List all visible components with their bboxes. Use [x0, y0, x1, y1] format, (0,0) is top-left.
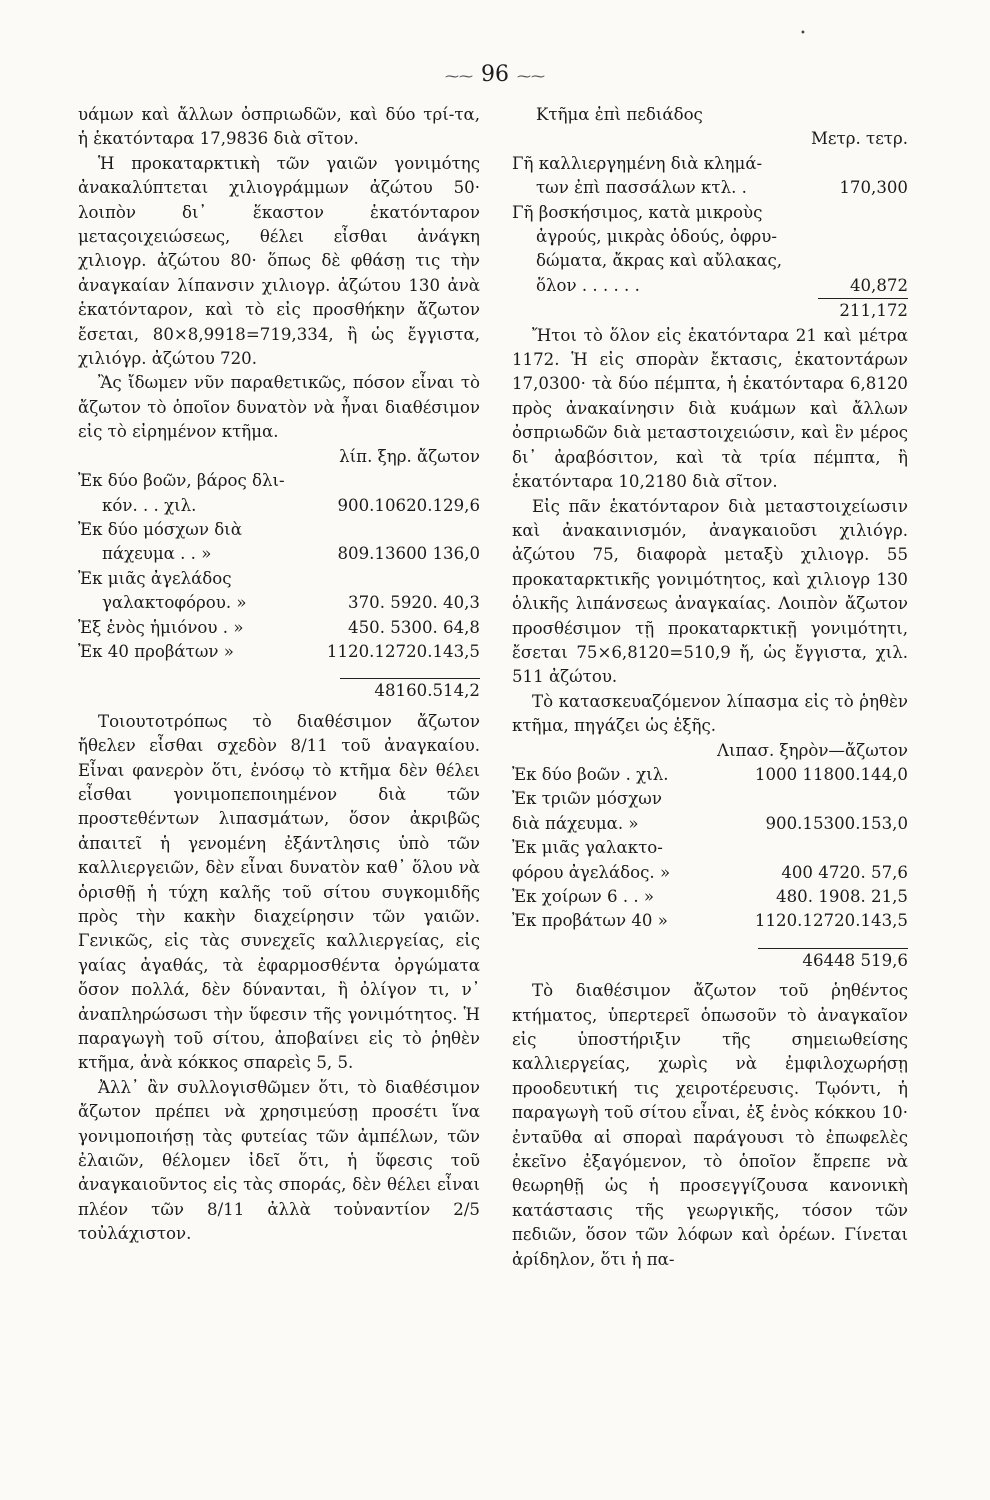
right-paragraph-1: Ἤτοι τὸ ὅλον εἰς ἑκατόνταρα 21 καὶ μέτρα 1172. Ἡ εἰς σπορὰν ἔκτασις, ἑκατοντάρων 17,0300· τὰ δύο πέμπτα, ἡ ἑκατόνταρα 6,8120 πρὸς ἀνακαίνησιν διὰ κυάμων καὶ ἄλλων ὀσπριωδῶν διὰ μεταστοιχειώσιν, καὶ ἓν μέρος δι᾽ ἀραβόσιτον, καὶ τὰ τρία πέμπτα, ἢ ἑκατόνταρα 10,2180 διὰ σῖτον.	[512, 325, 908, 492]
speck: •	[800, 28, 806, 39]
row-value: 450. 5300. 64,8	[348, 617, 480, 637]
row-value: 1000 11800.144,0	[754, 764, 908, 784]
row-label: Ἐκ 40 προβάτων »	[78, 641, 234, 661]
row-value: 1120.12720.143,5	[754, 911, 908, 931]
ornament-right-icon: ⁓⁓	[517, 69, 545, 85]
left-paragraph-4: Τοιουτοτρόπως τὸ διαθέσιμον ἄζωτον ἤθελεν εἶσθαι σχεδὸν 8/11 τοῦ ἀναγκαίου. Εἶναι φανερὸν ὅτι, ἐνόσῳ τὸ κτῆμα δὲν θέλει εἶσθαι γονιμοπεποιημένον διὰ τῶν προστεθέντων λιπασμάτων, ὅσον ἀκριβῶς ἀπαιτεῖ ἡ γενομένη ἐξάντλησις ὑπὸ τῶν καλλιεργειῶν, δὲν εἶναι δυνατὸν καθ᾽ ὅλου νὰ ὁρισθῇ ἡ τύχη καλῆς τοῦ σίτου συγκομιδῆς πρὸς τὴν κακὴν διαχείρησιν τῶν γαιῶν. Γενικῶς, εἰς τὰς συνεχεῖς καλλιεργείας, εἰς γαίας ἀγαθάς, τὰ ἐφαρμοσθέντα ὀργώματα ὅσον πολλά, δὲν δύνανται, ἢ ὀλίγον τι, ν᾽ ἀναπληρώσωσι τὴν ὕφεσιν τῆς γονιμότητος. Ἡ παραγωγὴ τοῦ σίτου, ἀποβαίνει εἰς τὸ ῥηθὲν κτῆμα, ἀνὰ κόκκος σπαρεὶς 5, 5.	[78, 711, 480, 1073]
row-label: Ἐκ δύο βοῶν . χιλ.	[512, 764, 669, 784]
land-total: 211,172	[818, 298, 908, 323]
table-row	[78, 567, 480, 616]
land-label-3: δώματα, ἄκρας καὶ αὔλακας,	[536, 251, 783, 271]
row-label: Ἐκ δύο βοῶν, βάρος δλι-	[78, 471, 285, 491]
page-header	[0, 62, 990, 87]
table-row	[78, 616, 480, 640]
left-paragraph-1: υάμων καὶ ἄλλων ὀσπριωδῶν, καὶ δύο τρί-τα, ἡ ἑκατόνταρα 17,9836 διὰ σῖτον.	[78, 105, 480, 149]
right-table	[512, 763, 908, 973]
row-label-2: κόν. . . χιλ.	[102, 495, 197, 515]
row-label: Ἐκ μιᾶς ἀγελάδος	[78, 568, 232, 588]
row-label-2: πάχευμα . . »	[102, 544, 212, 564]
table-row	[512, 763, 908, 787]
row-label: Ἐκ δύο μόσχων διὰ	[78, 519, 242, 539]
row-label: Ἐκ χοίρων 6 . . »	[512, 887, 655, 906]
left-table	[78, 469, 480, 704]
row-label: Ἐκ τριῶν μόσχων	[512, 789, 662, 809]
land-value: 40,872	[849, 275, 908, 295]
land-label-2: ἀγρούς, μικρὰς ὁδούς, ὀφρυ-	[536, 227, 777, 247]
left-table-header: λίπ. ξηρ. ἄζωτον	[339, 446, 480, 466]
row-value: 400 4720. 57,6	[781, 862, 908, 882]
right-paragraph-3: Τὸ κατασκευαζόμενον λίπασμα εἰς τὸ ῥηθὲν κτῆμα, πηγάζει ὡς ἑξῆς.	[512, 691, 908, 736]
table-row	[78, 640, 480, 664]
row-value: 900.15300.153,0	[765, 813, 908, 833]
row-value: 900.10620.129,6	[337, 495, 480, 515]
land-label: Γῆ βοσκήσιμος, κατὰ μικροὺς	[512, 202, 763, 222]
left-paragraph-2: Ἡ προκαταρκτικὴ τῶν γαιῶν γονιμότης ἀνακαλύπτεται χιλιογράμμων ἀζώτου 50· λοιπὸν δι᾽ ἕκαστον ἑκατόνταρον μεταςοιχειώσεως, θέλει εἶσθαι ἀνάγκη χιλιογρ. ἀζώτου 80· ὅπως δὲ φθάσῃ τις τὴν ἀναγκαίαν λίπανσιν χιλιογρ. ἀζώτου 130 ἀνὰ ἑκατόνταρον, καὶ τὸ εἰς προσθήκην ἄζωτον ἔσεται, 80×8,9918=719,334, ἢ ὡς ἔγγιστα, χιλιόγρ. ἀζώτου 720.	[78, 153, 480, 369]
land-label: Γῆ καλλιεργημένη διὰ κλημά-	[512, 153, 763, 173]
table-total: 48160.514,2	[340, 678, 480, 703]
land-value: 170,300	[839, 178, 908, 198]
right-paragraph-4: Τὸ διαθέσιμον ἄζωτον τοῦ ῥηθέντος κτήματος, ὑπερτερεῖ ὁπωσοῦν τὸ ἀναγκαῖον εἰς ὑποστήριξιν τῆς σημειωθείσης καλλιεργείας, χωρὶς νὰ ἐμφιλοχωρήσῃ προοδευτική τις χειροτέρευσις. Τῳόντι, ἡ παραγωγὴ τοῦ σίτου εἶναι, ἐξ ἑνὸς κόκκου 10· ἐνταῦθα αἱ σποραὶ παράγουσι τὸ ἐπωφελὲς ἐκεῖνο ἐξαγόμενον, τὸ ὁποῖον ἔπρεπε νὰ θεωρηθῇ ὡς ἡ προσεγγίζουσα κανονικὴ κατάστασις τῆς γεωργικῆς, τόσον τῶν πεδιῶν, ὅσον τῶν λόφων καὶ ὀρέων. Γίνεται ἀρίδηλον, ὅτι ἡ πα-	[512, 981, 908, 1269]
table-row	[78, 518, 480, 567]
row-label: Ἐξ ἑνὸς ἡμιόνου . »	[78, 617, 244, 637]
left-column	[78, 103, 480, 1247]
table-row	[512, 885, 908, 909]
table-row	[512, 909, 908, 933]
row-value: 480. 1908. 21,5	[776, 887, 908, 906]
row-value: 1120.12720.143,5	[326, 641, 480, 661]
row-value: 370. 5920. 40,3	[348, 593, 480, 613]
table-total: 46448 519,6	[758, 948, 908, 973]
row-label: Ἐκ προβάτων 40 »	[512, 911, 668, 931]
estate-title: Κτῆμα ἐπὶ πεδιάδος	[536, 105, 703, 124]
row-value: 809.13600 136,0	[337, 544, 480, 564]
page-number: 96	[481, 62, 509, 87]
left-paragraph-3: Ἂς ἴδωμεν νῦν παραθετικῶς, πόσον εἶναι τὸ ἄζωτον τὸ ὁποῖον δυνατὸν νὰ ἦναι διαθέσιμον εἰς τὸ εἰρημένον κτῆμα.	[78, 373, 480, 442]
row-label: Ἐκ μιᾶς γαλακτο-	[512, 838, 663, 858]
right-column	[512, 103, 908, 1272]
ornament-left-icon: ⁓⁓	[445, 69, 473, 85]
land-label-2: των ἐπὶ πασσάλων κτλ. .	[536, 178, 747, 198]
row-label-2: διὰ πάχευμα. »	[512, 813, 639, 833]
table-row	[78, 469, 480, 518]
row-label-2: γαλακτοφόρου. »	[102, 593, 247, 613]
table-row	[512, 836, 908, 885]
left-paragraph-5: Ἀλλ᾽ ἂν συλλογισθῶμεν ὅτι, τὸ διαθέσιμον ἄζωτον πρέπει νὰ χρησιμεύσῃ προσέτι ἵνα γονιμοποιήσῃ τὰς φυτείας τῶν ἀμπέλων, τῶν ἐλαιῶν, θέλομεν ἰδεῖ ὅτι, ἡ ὕφεσις τοῦ ἀναγκαιοῦντος εἰς τὰς σποράς, δὲν θέλει εἶναι πλέον τῶν 8/11 ἀλλὰ τοὐναντίον 2/5 τοὐλάχιστον.	[78, 1077, 480, 1244]
table-row	[512, 787, 908, 836]
right-table-header: Λιπασ. ξηρὸν—ἄζωτον	[717, 740, 908, 760]
right-paragraph-2: Εἰς πᾶν ἑκατόνταρον διὰ μεταστοιχείωσιν καὶ ἀνακαινισμόν, ἀναγκαιοῦσι χιλιόγρ. ἀζώτου 75, διαφορὰ μεταξὺ χιλιογρ. 55 προκαταρκτικῆς γονιμότητος, καὶ χιλιογρ 130 ὁλικῆς λιπάνσεως ἀναγκαίας. Λοιπὸν ἄζωτον προσθέσιμον τῇ προκαταρκτικῇ γονιμότητι, ἔσεται 75×6,8120=510,9 ἤ, ὡς ἔγγιστα, χιλ. 511 ἀζώτου.	[512, 496, 908, 687]
land-label-4: ὅλον . . . . . .	[536, 275, 640, 295]
unit-label: Μετρ. τετρ.	[810, 129, 908, 149]
row-label-2: φόρου ἀγελάδος. »	[512, 862, 671, 882]
